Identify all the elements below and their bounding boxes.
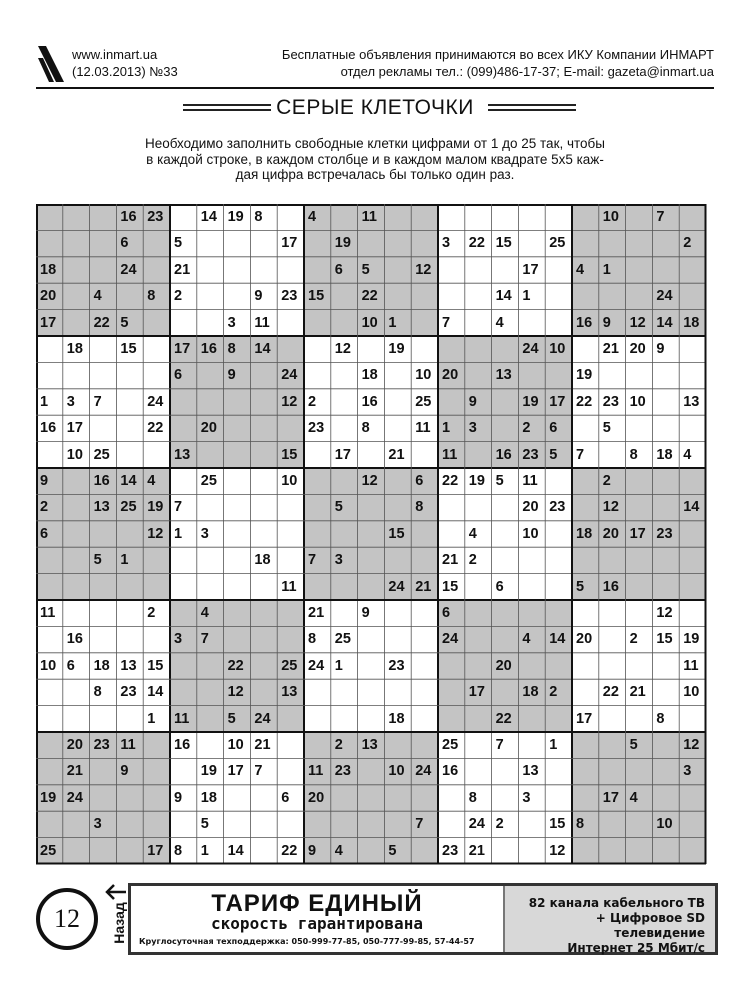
- grid-cell[interactable]: 22: [90, 310, 117, 336]
- issue-info: (12.03.2013) №33: [72, 64, 178, 79]
- grid-cell[interactable]: 9: [358, 600, 385, 626]
- grid-cell[interactable]: 19: [572, 362, 599, 388]
- publisher-logo-icon: [36, 44, 66, 84]
- grid-cell[interactable]: 8: [652, 706, 679, 732]
- grid-cell[interactable]: 10: [36, 653, 63, 679]
- grid-cell[interactable]: 13: [90, 494, 117, 520]
- ad-feature-line: 82 канала кабельного ТВ: [528, 896, 705, 910]
- grid-cell[interactable]: 18: [36, 257, 63, 283]
- grid-cell[interactable]: 23: [116, 679, 143, 705]
- grid-cell[interactable]: 6: [277, 785, 304, 811]
- grid-cell[interactable]: 24: [384, 574, 411, 600]
- instruction-line: в каждой строке, в каждом столбце и в каждом малом квадрате 5х5 каж-: [146, 151, 604, 167]
- grid-cell[interactable]: 15: [304, 283, 331, 309]
- grid-cell[interactable]: 25: [545, 230, 572, 256]
- grid-cell[interactable]: 17: [572, 706, 599, 732]
- grid-cell[interactable]: 11: [411, 415, 438, 441]
- grid-cell[interactable]: 2: [626, 626, 653, 652]
- grid-cell[interactable]: 7: [572, 442, 599, 468]
- grid-cell[interactable]: 25: [438, 732, 465, 758]
- grid-cell[interactable]: 6: [438, 600, 465, 626]
- grid-cell[interactable]: 15: [116, 336, 143, 362]
- grid-cell[interactable]: 14: [492, 283, 519, 309]
- grid-cell[interactable]: 3: [224, 310, 251, 336]
- grid-cell[interactable]: 11: [116, 732, 143, 758]
- grid-cell[interactable]: 16: [358, 389, 385, 415]
- grid-cell[interactable]: 4: [197, 600, 224, 626]
- grid-cell[interactable]: 3: [438, 230, 465, 256]
- grid-cell[interactable]: 16: [63, 626, 90, 652]
- grid-cell[interactable]: 6: [411, 468, 438, 494]
- grid-cell[interactable]: 17: [36, 310, 63, 336]
- grid-cell[interactable]: 23: [545, 494, 572, 520]
- grid-cell[interactable]: 8: [250, 204, 277, 230]
- grid-cell[interactable]: 6: [331, 257, 358, 283]
- grid-cell[interactable]: 9: [304, 838, 331, 864]
- grid-cell[interactable]: 19: [143, 494, 170, 520]
- grid-cell[interactable]: 16: [572, 310, 599, 336]
- grid-cell[interactable]: 6: [36, 521, 63, 547]
- grid-cell[interactable]: 15: [277, 442, 304, 468]
- grid-cell[interactable]: 23: [518, 442, 545, 468]
- grid-cell[interactable]: 24: [250, 706, 277, 732]
- grid-cell[interactable]: 24: [518, 336, 545, 362]
- grid-cell[interactable]: 15: [545, 811, 572, 837]
- grid-cell[interactable]: 1: [599, 257, 626, 283]
- footer-ad-banner[interactable]: [128, 883, 718, 955]
- grid-cell[interactable]: 6: [492, 574, 519, 600]
- ad-feature-line: Интернет 25 Мбит/с: [567, 941, 705, 955]
- grid-lines: [36, 204, 707, 865]
- grid-cell[interactable]: 9: [652, 336, 679, 362]
- grid-cell[interactable]: 10: [411, 362, 438, 388]
- grid-cell[interactable]: 4: [572, 257, 599, 283]
- grid-cell[interactable]: 12: [679, 732, 706, 758]
- grid-cell[interactable]: 10: [224, 732, 251, 758]
- grid-cell[interactable]: 7: [90, 389, 117, 415]
- grid-cell[interactable]: 2: [331, 732, 358, 758]
- grid-cell[interactable]: 23: [90, 732, 117, 758]
- grid-cell[interactable]: 10: [652, 811, 679, 837]
- grid-cell[interactable]: 4: [304, 204, 331, 230]
- grid-cell[interactable]: 20: [63, 732, 90, 758]
- grid-cell[interactable]: 4: [679, 442, 706, 468]
- grid-cell[interactable]: 8: [224, 336, 251, 362]
- grid-cell[interactable]: 25: [197, 468, 224, 494]
- grid-cell[interactable]: 15: [652, 626, 679, 652]
- grid-cell[interactable]: 3: [63, 389, 90, 415]
- grid-cell[interactable]: 19: [197, 758, 224, 784]
- grid-cell[interactable]: 11: [304, 758, 331, 784]
- grid-cell[interactable]: 18: [518, 679, 545, 705]
- grid-cell[interactable]: 1: [438, 415, 465, 441]
- grid-cell[interactable]: 14: [545, 626, 572, 652]
- grid-cell[interactable]: 11: [170, 706, 197, 732]
- grid-cell[interactable]: 20: [438, 362, 465, 388]
- grid-cell[interactable]: 24: [63, 785, 90, 811]
- page-number: 12: [54, 904, 80, 933]
- grid-cell[interactable]: 17: [465, 679, 492, 705]
- grid-cell[interactable]: 14: [652, 310, 679, 336]
- grid-cell[interactable]: 2: [518, 415, 545, 441]
- grid-cell[interactable]: 13: [116, 653, 143, 679]
- grid-cell[interactable]: 13: [492, 362, 519, 388]
- grid-cell[interactable]: 5: [224, 706, 251, 732]
- grid-cell[interactable]: 21: [250, 732, 277, 758]
- grid-cell[interactable]: 7: [170, 494, 197, 520]
- grid-cell[interactable]: 15: [143, 653, 170, 679]
- grid-cell[interactable]: 16: [90, 468, 117, 494]
- grid-cell[interactable]: 5: [384, 838, 411, 864]
- grid-cell[interactable]: 8: [170, 838, 197, 864]
- grid-cell[interactable]: 18: [63, 336, 90, 362]
- grid-cell[interactable]: 1: [384, 310, 411, 336]
- grid-cell[interactable]: 10: [277, 468, 304, 494]
- grid-cell[interactable]: 14: [679, 494, 706, 520]
- grid-cell[interactable]: 2: [465, 547, 492, 573]
- ad-subtitle: скорость гарантирована: [211, 914, 423, 933]
- grid-cell[interactable]: 7: [438, 310, 465, 336]
- grid-cell[interactable]: 20: [197, 415, 224, 441]
- grid-cell[interactable]: 12: [143, 521, 170, 547]
- grid-cell[interactable]: 3: [331, 547, 358, 573]
- grid-cell[interactable]: 4: [518, 626, 545, 652]
- grid-cell[interactable]: 23: [143, 204, 170, 230]
- grid-cell[interactable]: 7: [197, 626, 224, 652]
- grid-cell[interactable]: 1: [170, 521, 197, 547]
- grid-cell[interactable]: 15: [438, 574, 465, 600]
- grid-cell[interactable]: 11: [277, 574, 304, 600]
- grid-cell[interactable]: 21: [411, 574, 438, 600]
- grid-cell[interactable]: 5: [492, 468, 519, 494]
- grid-cell[interactable]: 21: [170, 257, 197, 283]
- grid-cell[interactable]: 10: [358, 310, 385, 336]
- grid-cell[interactable]: 17: [143, 838, 170, 864]
- grid-cell[interactable]: 5: [572, 574, 599, 600]
- grid-cell[interactable]: 13: [170, 442, 197, 468]
- grid-cell[interactable]: 2: [599, 468, 626, 494]
- grid-cell[interactable]: 12: [224, 679, 251, 705]
- grid-cell[interactable]: 22: [438, 468, 465, 494]
- grid-cell[interactable]: 25: [331, 626, 358, 652]
- grid-cell[interactable]: 4: [465, 521, 492, 547]
- grid-cell[interactable]: 17: [626, 521, 653, 547]
- grid-cell[interactable]: 15: [492, 230, 519, 256]
- grid-cell[interactable]: 10: [545, 336, 572, 362]
- grid-cell[interactable]: 24: [143, 389, 170, 415]
- grid-cell[interactable]: 11: [250, 310, 277, 336]
- grid-cell[interactable]: 1: [116, 547, 143, 573]
- grid-cell[interactable]: 8: [465, 785, 492, 811]
- grid-cell[interactable]: 25: [36, 838, 63, 864]
- grid-cell[interactable]: 3: [170, 626, 197, 652]
- grid-cell[interactable]: 25: [116, 494, 143, 520]
- grid-cell[interactable]: 9: [170, 785, 197, 811]
- grid-cell[interactable]: 12: [331, 336, 358, 362]
- grid-cell[interactable]: 9: [250, 283, 277, 309]
- grid-cell[interactable]: 14: [250, 336, 277, 362]
- grid-cell[interactable]: 8: [304, 626, 331, 652]
- grid-cell[interactable]: 3: [197, 521, 224, 547]
- grid-cell[interactable]: 10: [518, 521, 545, 547]
- grid-cell[interactable]: 21: [599, 336, 626, 362]
- grid-cell[interactable]: 22: [277, 838, 304, 864]
- grid-cell[interactable]: 23: [652, 521, 679, 547]
- grid-cell[interactable]: 18: [679, 310, 706, 336]
- grid-cell[interactable]: 4: [626, 785, 653, 811]
- grid-cell[interactable]: 17: [63, 415, 90, 441]
- ads-contacts: отдел рекламы тел.: (099)486-17-37; E-mail: gazeta@inmart.ua: [340, 64, 714, 79]
- grid-cell[interactable]: 23: [438, 838, 465, 864]
- grid-cell[interactable]: 4: [492, 310, 519, 336]
- instruction-line: дая цифра встречалась бы только один раз.: [235, 167, 515, 182]
- grid-cell[interactable]: 11: [679, 653, 706, 679]
- grid-cell[interactable]: 20: [36, 283, 63, 309]
- grid-cell[interactable]: 8: [626, 442, 653, 468]
- grid-cell[interactable]: 18: [384, 706, 411, 732]
- grid-cell[interactable]: 8: [358, 415, 385, 441]
- grid-cell[interactable]: 23: [599, 389, 626, 415]
- grid-cell[interactable]: 7: [304, 547, 331, 573]
- grid-cell[interactable]: 19: [36, 785, 63, 811]
- grid-cell[interactable]: 11: [438, 442, 465, 468]
- grid-cell[interactable]: 17: [331, 442, 358, 468]
- grid-cell[interactable]: 12: [599, 494, 626, 520]
- ad-main: [131, 886, 503, 952]
- grid-cell[interactable]: 3: [679, 758, 706, 784]
- back-link[interactable]: Назад: [111, 902, 127, 944]
- grid-cell[interactable]: 18: [652, 442, 679, 468]
- grid-cell[interactable]: 20: [572, 626, 599, 652]
- grid-cell[interactable]: 12: [277, 389, 304, 415]
- grid-cell[interactable]: 11: [358, 204, 385, 230]
- grid-cell[interactable]: 7: [492, 732, 519, 758]
- grid-cell[interactable]: 2: [679, 230, 706, 256]
- grid-cell[interactable]: 8: [411, 494, 438, 520]
- grid-cell[interactable]: 1: [36, 389, 63, 415]
- ads-notice: Бесплатные объявления принимаются во всех ИКУ Компании ИНМАРТ: [281, 47, 714, 62]
- grid-cell[interactable]: 13: [518, 758, 545, 784]
- grid-cell[interactable]: 9: [599, 310, 626, 336]
- puzzle-title-row: [0, 96, 750, 124]
- grid-cell[interactable]: 9: [465, 389, 492, 415]
- grid-cell[interactable]: 16: [36, 415, 63, 441]
- grid-cell[interactable]: 20: [492, 653, 519, 679]
- grid-cell[interactable]: 20: [518, 494, 545, 520]
- puzzle-title: СЕРЫЕ КЛЕТОЧКИ: [276, 96, 474, 119]
- grid-cell[interactable]: 7: [652, 204, 679, 230]
- grid-cell[interactable]: 19: [518, 389, 545, 415]
- ad-support-phones: Круглосуточная техподдержка: 050-999-77-85, 050-777-99-85, 57-44-57: [139, 937, 475, 946]
- grid-cell[interactable]: 22: [492, 706, 519, 732]
- grid-cell[interactable]: 17: [277, 230, 304, 256]
- grid-cell[interactable]: 12: [652, 600, 679, 626]
- grid-cell[interactable]: 8: [572, 811, 599, 837]
- grid-cell[interactable]: 8: [143, 283, 170, 309]
- grid-cell[interactable]: 21: [304, 600, 331, 626]
- grid-cell[interactable]: 4: [143, 468, 170, 494]
- grid-cell[interactable]: 23: [304, 415, 331, 441]
- grid-cell[interactable]: 2: [492, 811, 519, 837]
- grid-cell[interactable]: 5: [331, 494, 358, 520]
- grid-cell[interactable]: 23: [277, 283, 304, 309]
- header-divider: [36, 87, 714, 89]
- grid-cell[interactable]: 9: [224, 362, 251, 388]
- grid-cell[interactable]: 5: [358, 257, 385, 283]
- title-decor-right: [488, 104, 576, 116]
- grid-cell[interactable]: 2: [304, 389, 331, 415]
- grid-cell[interactable]: 1: [545, 732, 572, 758]
- grid-cell[interactable]: 10: [63, 442, 90, 468]
- grid-cell[interactable]: 6: [170, 362, 197, 388]
- grid-cell[interactable]: 4: [331, 838, 358, 864]
- grid-cell[interactable]: 23: [384, 653, 411, 679]
- grid-cell[interactable]: 24: [411, 758, 438, 784]
- grid-cell[interactable]: 18: [572, 521, 599, 547]
- grid-cell[interactable]: 11: [36, 600, 63, 626]
- grid-cell[interactable]: 22: [599, 679, 626, 705]
- grid-cell[interactable]: 2: [545, 679, 572, 705]
- grid-cell[interactable]: 14: [116, 468, 143, 494]
- grid-cell[interactable]: 5: [90, 547, 117, 573]
- grid-cell[interactable]: 16: [116, 204, 143, 230]
- grid-cell[interactable]: 24: [652, 283, 679, 309]
- sudoku-grid: [36, 204, 706, 864]
- grid-cell[interactable]: 18: [197, 785, 224, 811]
- grid-cell[interactable]: 5: [599, 415, 626, 441]
- grid-cell[interactable]: 5: [116, 310, 143, 336]
- grid-cell[interactable]: 23: [331, 758, 358, 784]
- grid-cell[interactable]: 1: [197, 838, 224, 864]
- grid-cell[interactable]: 21: [63, 758, 90, 784]
- grid-cell[interactable]: 3: [465, 415, 492, 441]
- grid-cell[interactable]: 4: [90, 283, 117, 309]
- grid-cell[interactable]: 12: [545, 838, 572, 864]
- grid-cell[interactable]: 16: [197, 336, 224, 362]
- grid-cell[interactable]: 21: [465, 838, 492, 864]
- grid-cell[interactable]: 19: [384, 336, 411, 362]
- grid-cell[interactable]: 25: [277, 653, 304, 679]
- grid-cell[interactable]: 19: [465, 468, 492, 494]
- ad-title: ТАРИФ ЕДИНЫЙ: [211, 890, 423, 917]
- grid-cell[interactable]: 5: [197, 811, 224, 837]
- grid-cell[interactable]: 8: [90, 679, 117, 705]
- grid-cell[interactable]: 24: [116, 257, 143, 283]
- ad-feature-line: + Цифровое SD телевидение: [595, 911, 705, 940]
- grid-cell[interactable]: 10: [384, 758, 411, 784]
- grid-cell[interactable]: 18: [250, 547, 277, 573]
- grid-cell[interactable]: 12: [358, 468, 385, 494]
- grid-cell[interactable]: 6: [63, 653, 90, 679]
- grid-cell[interactable]: 17: [545, 389, 572, 415]
- grid-cell[interactable]: 16: [170, 732, 197, 758]
- grid-cell[interactable]: 22: [143, 415, 170, 441]
- site-url[interactable]: www.inmart.ua: [72, 47, 158, 62]
- grid-cell[interactable]: 9: [116, 758, 143, 784]
- grid-cell[interactable]: 13: [277, 679, 304, 705]
- grid-cell[interactable]: 16: [438, 758, 465, 784]
- grid-cell[interactable]: 19: [224, 204, 251, 230]
- grid-cell[interactable]: 6: [116, 230, 143, 256]
- grid-cell[interactable]: 11: [518, 468, 545, 494]
- grid-cell[interactable]: 24: [438, 626, 465, 652]
- grid-cell[interactable]: 17: [518, 257, 545, 283]
- grid-cell[interactable]: 20: [599, 521, 626, 547]
- grid-cell[interactable]: 10: [599, 204, 626, 230]
- grid-cell[interactable]: 5: [626, 732, 653, 758]
- grid-cell[interactable]: 22: [465, 230, 492, 256]
- grid-cell[interactable]: 1: [331, 653, 358, 679]
- grid-cell[interactable]: 2: [170, 283, 197, 309]
- grid-cell[interactable]: 7: [250, 758, 277, 784]
- grid-cell[interactable]: 18: [358, 362, 385, 388]
- grid-cell[interactable]: 22: [572, 389, 599, 415]
- grid-cell[interactable]: 18: [90, 653, 117, 679]
- grid-cell[interactable]: 13: [679, 389, 706, 415]
- grid-cell[interactable]: 20: [304, 785, 331, 811]
- grid-cell[interactable]: 16: [599, 574, 626, 600]
- grid-cell[interactable]: 24: [277, 362, 304, 388]
- grid-cell[interactable]: 20: [626, 336, 653, 362]
- grid-cell[interactable]: 3: [90, 811, 117, 837]
- grid-cell[interactable]: 5: [170, 230, 197, 256]
- grid-cell[interactable]: 14: [143, 679, 170, 705]
- grid-cell[interactable]: 5: [545, 442, 572, 468]
- grid-cell[interactable]: 9: [36, 468, 63, 494]
- header-left: [72, 46, 178, 80]
- grid-cell[interactable]: 15: [384, 521, 411, 547]
- grid-cell[interactable]: 13: [358, 732, 385, 758]
- grid-cell[interactable]: 17: [170, 336, 197, 362]
- grid-cell[interactable]: 2: [143, 600, 170, 626]
- grid-cell[interactable]: 25: [411, 389, 438, 415]
- grid-cell[interactable]: 7: [411, 811, 438, 837]
- grid-cell[interactable]: 12: [411, 257, 438, 283]
- header-right: [282, 46, 714, 80]
- grid-cell[interactable]: 10: [679, 679, 706, 705]
- grid-cell[interactable]: 2: [36, 494, 63, 520]
- grid-cell[interactable]: 10: [626, 389, 653, 415]
- grid-cell[interactable]: 19: [331, 230, 358, 256]
- grid-cell[interactable]: 12: [626, 310, 653, 336]
- grid-cell[interactable]: 17: [224, 758, 251, 784]
- instruction-line: Необходимо заполнить свободные клетки цифрами от 1 до 25 так, чтобы: [144, 136, 605, 151]
- grid-cell[interactable]: 14: [224, 838, 251, 864]
- puzzle-instructions: [100, 136, 650, 183]
- grid-cell[interactable]: 24: [465, 811, 492, 837]
- grid-cell[interactable]: 24: [304, 653, 331, 679]
- grid-cell[interactable]: 21: [438, 547, 465, 573]
- grid-cell[interactable]: 22: [224, 653, 251, 679]
- grid-cell[interactable]: 22: [358, 283, 385, 309]
- grid-cell[interactable]: 3: [518, 785, 545, 811]
- grid-cell[interactable]: 19: [679, 626, 706, 652]
- ad-features: [503, 886, 715, 955]
- grid-cell[interactable]: 1: [518, 283, 545, 309]
- grid-cell[interactable]: 6: [545, 415, 572, 441]
- grid-cell[interactable]: 25: [90, 442, 117, 468]
- grid-cell[interactable]: 21: [384, 442, 411, 468]
- grid-cell[interactable]: 21: [626, 679, 653, 705]
- grid-cell[interactable]: 14: [197, 204, 224, 230]
- grid-cell[interactable]: 16: [492, 442, 519, 468]
- grid-cell[interactable]: 1: [143, 706, 170, 732]
- grid-cell[interactable]: 17: [599, 785, 626, 811]
